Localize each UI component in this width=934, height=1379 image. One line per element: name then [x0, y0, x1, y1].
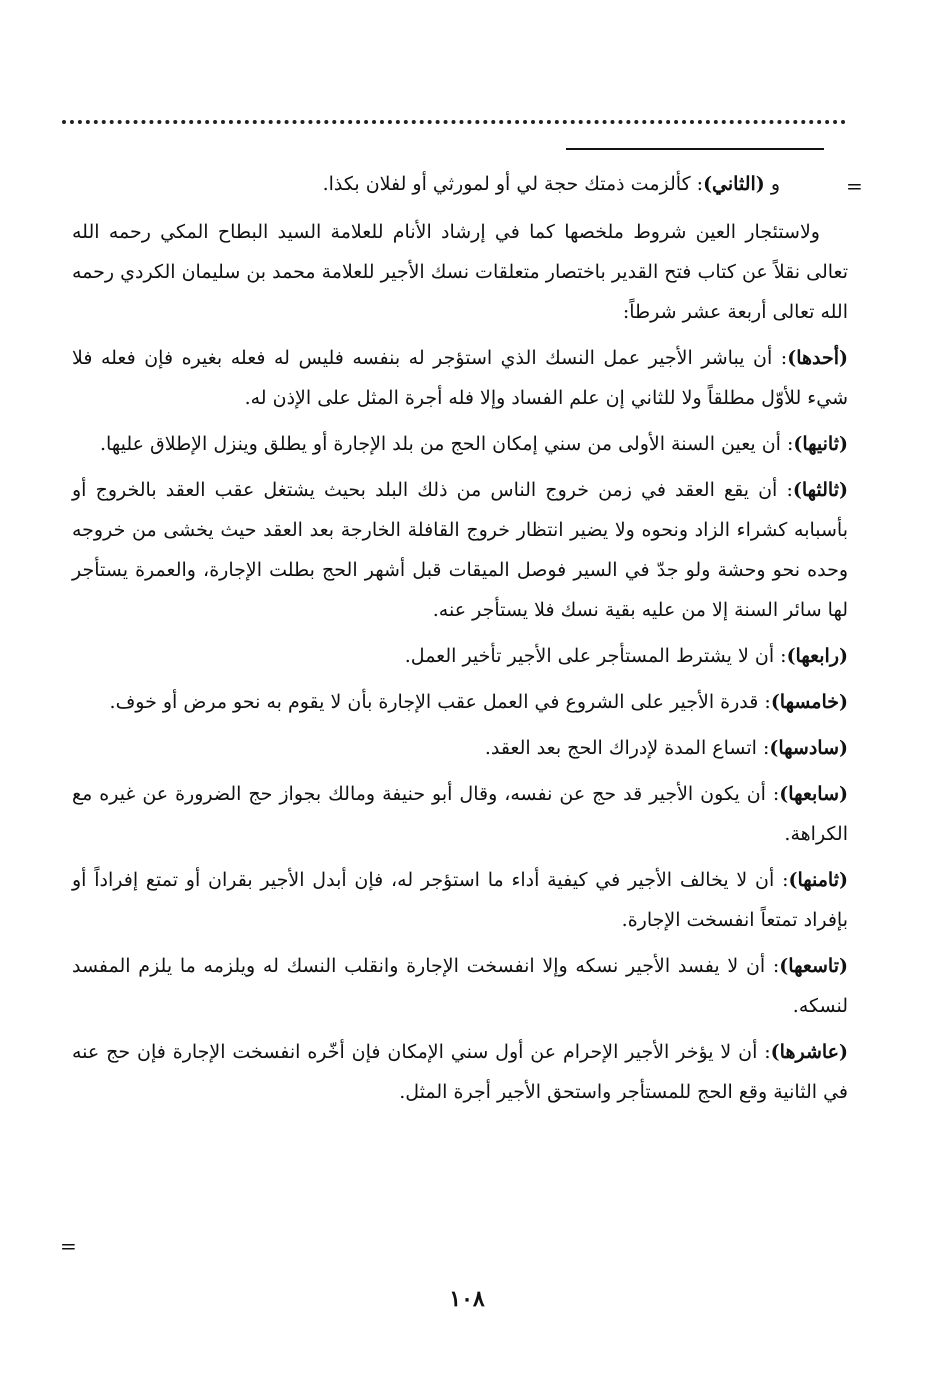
condition-term: (تاسعها)	[779, 955, 848, 977]
condition-8	[72, 860, 848, 940]
dotted-separator	[62, 120, 846, 124]
condition-4	[72, 636, 848, 676]
condition-term: (ثامنها)	[788, 869, 848, 891]
footnote-rule	[566, 148, 824, 150]
condition-term: (رابعها)	[786, 645, 848, 667]
condition-term: (خامسها)	[770, 691, 848, 713]
condition-term: (ثالثها)	[792, 479, 848, 501]
intro-line	[72, 164, 848, 204]
footnote-body	[72, 164, 848, 1118]
condition-1	[72, 338, 848, 418]
condition-term: (ثانيها)	[793, 433, 848, 455]
condition-term: (أحدها)	[787, 347, 848, 369]
condition-7	[72, 774, 848, 854]
condition-5	[72, 682, 848, 722]
continuation-marker-bottom: =	[60, 1234, 77, 1258]
condition-9	[72, 946, 848, 1026]
condition-6	[72, 728, 848, 768]
condition-text: : أن لا يخالف الأجير في كيفية أداء ما استؤجر له، فإن أبدل الأجير بقران أو تمتع إفراداً أو بإفراد تمتعاً انفسخت الإجارة.	[72, 869, 848, 931]
condition-3	[72, 470, 848, 630]
condition-text: : أن لا يفسد الأجير نسكه وإلا انفسخت الإجارة وانقلب النسك له ويلزمه ما يلزم المفسد لنسكه.	[72, 955, 848, 1017]
condition-term: (سابعها)	[779, 783, 848, 805]
continuation-marker-top: =	[846, 174, 863, 198]
condition-text: : أن لا يؤخر الأجير الإحرام عن أول سني الإمكان فإن أخّره انفسخت الإجارة فإن حج عنه في الثانية وقع الحج للمستأجر واستحق الأجير أجرة المثل.	[72, 1041, 848, 1103]
condition-term: (عاشرها)	[770, 1041, 848, 1063]
condition-text: : أن يكون الأجير قد حج عن نفسه، وقال أبو حنيفة ومالك بجواز حج الضرورة عن غيره مع الكراهة.	[72, 783, 848, 845]
condition-text: : أن يباشر الأجير عمل النسك الذي استؤجر له بنفسه فليس له فعله بغيره فإن فعله فلا شيء للأوّل مطلقاً ولا للثاني إن علم الفساد وإلا فله أجرة المثل على الإذن له.	[72, 347, 848, 409]
intro-paragraph: ولاستئجار العين شروط ملخصها كما في إرشاد الأنام للعلامة السيد البطاح المكي رحمه الله تعالى نقلاً عن كتاب فتح القدير باختصار متعلقات نسك الأجير للعلامة محمد بن سليمان الكردي رحمه الله تعالى أربعة عشر شرطاً:	[72, 221, 848, 323]
condition-text: : أن يقع العقد في زمن خروج الناس من ذلك البلد بحيث يشتغل عقب العقد بالخروج أو بأسبابه كشراء الزاد ونحوه ولا يضير انتظار خروج القافلة الخارجة بعد العقد حيث يخشى من خروجه وحده نحو وحشة ولو جدّ في السير فوصل الميقات قبل أشهر الحج بطلت الإجارة، والعمرة يستأجر لها سائر السنة إلا من عليه بقية نسك فلا يستأجر عنه.	[72, 479, 848, 621]
intro-text: : كألزمت ذمتك حجة لي أو لمورثي أو لفلان بكذا.	[322, 173, 704, 195]
condition-term: (سادسها)	[769, 737, 848, 759]
page-number: ١٠٨	[449, 1286, 485, 1312]
condition-10	[72, 1032, 848, 1112]
intro-prefix: و	[770, 173, 780, 195]
condition-text: : اتساع المدة لإدراك الحج بعد العقد.	[484, 737, 770, 759]
intro-term: (الثاني)	[703, 173, 765, 195]
condition-2	[72, 424, 848, 464]
condition-text: : أن يعين السنة الأولى من سني إمكان الحج من بلد الإجارة أو يطلق وينزل الإطلاق عليها.	[100, 433, 794, 455]
condition-text: : أن لا يشترط المستأجر على الأجير تأخير العمل.	[404, 645, 787, 667]
condition-text: : قدرة الأجير على الشروع في العمل عقب الإجارة بأن لا يقوم به نحو مرض أو خوف.	[109, 691, 771, 713]
